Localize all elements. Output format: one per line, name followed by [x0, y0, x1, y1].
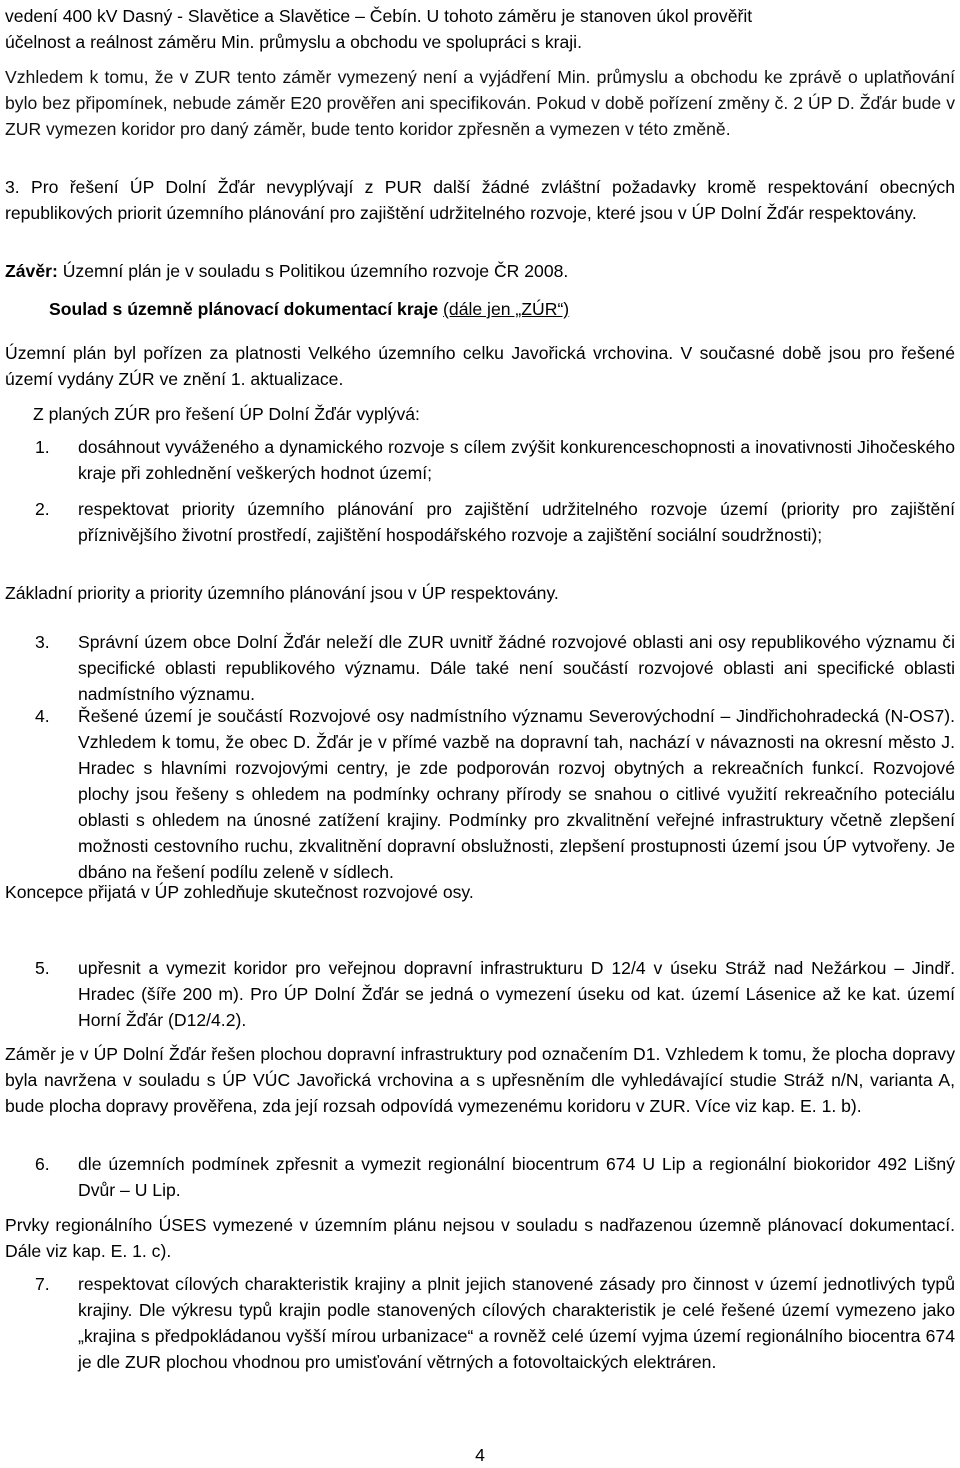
continuation-line-2: účelnost a reálnost záměru Min. průmyslu a obchodu ve spolupráci s kraji.: [5, 32, 582, 52]
section-heading-bold: Soulad s územně plánovací dokumentací kraje: [49, 299, 439, 319]
conclusion: [5, 258, 955, 284]
list-item-number: 4.: [35, 706, 50, 726]
list-item-number: 6.: [35, 1154, 50, 1174]
paragraph-zur-intro: Územní plán byl pořízen za platnosti Velkého územního celku Javořická vrchovina. V současné době jsou pro řešené území vydány ZÚR ve znění 1. aktualizace.: [5, 343, 955, 389]
conclusion-text: Územní plán je v souladu s Politikou územního rozvoje ČR 2008.: [57, 261, 569, 281]
list-item-text: upřesnit a vymezit koridor pro veřejnou dopravní infrastrukturu D 12/4 v úseku Stráž nad Nežárkou – Jindř. Hradec (šíře 200 m). Pro ÚP Dolní Žďár se jedná o vymezení úseku od kat. území Lásenice až ke kat. území Horní Žďár (D12/4.2).: [78, 958, 955, 1030]
section-heading-abbrev: (dále jen „ZÚR“): [443, 299, 570, 319]
paragraph-concept: Koncepce přijatá v ÚP zohledňuje skutečnost rozvojové osy.: [5, 882, 474, 902]
list-item-number: 1.: [35, 437, 50, 457]
paragraph-priorities: Základní priority a priority územního plánování jsou v ÚP respektovány.: [5, 583, 559, 603]
paragraph-point-3: 3. Pro řešení ÚP Dolní Žďár nevyplývají z PUR další žádné zvláštní požadavky kromě respektování obecných republikových priorit územního plánování pro zajištění udržitelného rozvoje, které jsou v ÚP Dolní Žďár respektovány.: [5, 177, 955, 223]
list-item: [5, 496, 955, 548]
paragraph-from-zur: Z planých ZÚR pro řešení ÚP Dolní Žďár vyplývá:: [33, 404, 420, 424]
paragraph-corridor: Vzhledem k tomu, že v ZUR tento záměr vymezený není a vyjádření Min. průmyslu a obchodu ke zprávě o uplatňování bylo bez připomínek, nebude záměr E20 prověřen ani specifikován. Pokud v době pořízení změny č. 2 ÚP D. Žďár bude v ZUR vymezen koridor pro daný záměr, bude tento koridor zpřesněn a vymezen v této změně.: [5, 67, 955, 139]
list-item-number: 7.: [35, 1274, 50, 1294]
section-heading: [49, 296, 949, 322]
list-item-number: 2.: [35, 499, 50, 519]
page-number: 4: [475, 1445, 485, 1465]
list-item-text: respektovat cílových charakteristik krajiny a plnit jejich stanovené zásady pro činnost v území jednotlivých typů krajiny. Dle výkresu typů krajin podle stanovených cílových charakteristik je celé řešené území vymezeno jako „krajina s předpokládanou vyšší mírou urbanizace“ a rovněž celé území vyjma území regionálního biocentra 674 je dle ZUR plochou vhodnou pro umisťování větrných a fotovoltaických elektráren.: [78, 1274, 955, 1372]
list-item-text: respektovat priority územního plánování pro zajištění udržitelného rozvoje území (priority pro zajištění příznivějšího životní prostředí, zajištění hospodářského rozvoje a zajištění sociální soudržnosti);: [78, 499, 955, 545]
list-item-number: 3.: [35, 632, 50, 652]
list-item-number: 5.: [35, 958, 50, 978]
list-item: [5, 1271, 955, 1375]
paragraph-d1: Záměr je v ÚP Dolní Žďár řešen plochou dopravní infrastruktury pod označením D1. Vzhledem k tomu, že plocha dopravy byla navržena v souladu s ÚP VÚC Javořická vrchovina a s upřesněním dle vyhledávající studie Stráž n/N, varianta A, bude plocha dopravy prověřena, zda její rozsah odpovídá vymezenému koridoru v ZUR. Více viz kap. E. 1. b).: [5, 1044, 955, 1116]
list-item: [5, 1151, 955, 1203]
list-item-text: dosáhnout vyváženého a dynamického rozvoje s cílem zvýšit konkurenceschopnosti a inovativnosti Jihočeského kraje při zohlednění veškerých hodnot území;: [78, 437, 955, 483]
list-item: [5, 629, 955, 707]
paragraph-uses: Prvky regionálního ÚSES vymezené v územním plánu nejsou v souladu s nadřazenou územně plánovací dokumentací. Dále viz kap. E. 1. c).: [5, 1215, 955, 1261]
conclusion-label: Závěr:: [5, 261, 58, 281]
list-item: [5, 434, 955, 486]
continuation-line-1: vedení 400 kV Dasný - Slavětice a Slavětice – Čebín. U tohoto záměru je stanoven úkol prověřit: [5, 6, 753, 26]
list-item-text: Správní územ obce Dolní Žďár neleží dle ZUR uvnitř žádné rozvojové oblasti ani osy republikového významu či specifické oblasti republikového významu. Dále také není součástí rozvojové oblasti ani specifické oblasti nadmístního významu.: [78, 632, 955, 704]
list-item-text: dle územních podmínek zpřesnit a vymezit regionální biocentrum 674 U Lip a regionální biokoridor 492 Lišný Dvůr – U Lip.: [78, 1154, 955, 1200]
list-item: [5, 955, 955, 1033]
list-item-text: Řešené území je součástí Rozvojové osy nadmístního významu Severovýchodní – Jindřichohradecká (N-OS7). Vzhledem k tomu, že obec D. Žďár je v přímé vazbě na dopravní tah, nachází v návaznosti na okresní město J. Hradec s hlavními rozvojovými centry, je zde podporován rozvoj obytných a rekreačních funkcí. Rozvojové plochy jsou řešeny s ohledem na podmínky ochrany přírody se snahou o citlivé využití rekreačního poteciálu oblasti s ohledem na únosné zatížení krajiny. Podmínky pro zkvalitnění veřejné infrastruktury včetně zlepšení možnosti cestovního ruchu, zkvalitnění dopravní obslužnosti, zlepšení prostupnosti území jsou ÚP vytvořeny. Je dbáno na řešení podílu zeleně v sídlech.: [78, 706, 955, 882]
list-item: [5, 703, 955, 885]
